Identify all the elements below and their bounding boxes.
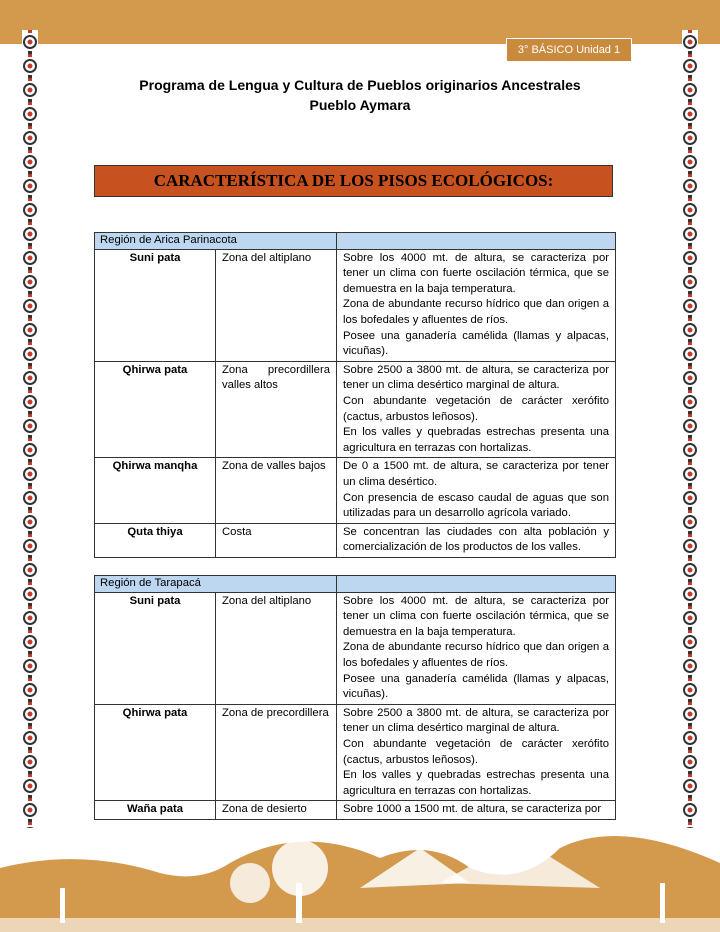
region-row	[95, 233, 616, 250]
program-title: Programa de Lengua y Cultura de Pueblos originarios Ancestrales	[139, 77, 581, 93]
floor-zone: Costa	[216, 523, 337, 557]
floor-name: Qhirwa pata	[95, 361, 216, 458]
table-row	[95, 361, 616, 458]
section-banner: CARACTERÍSTICA DE LOS PISOS ECOLÓGICOS:	[94, 165, 613, 197]
floor-zone: Zona del altiplano	[216, 249, 337, 361]
floor-name: Suni pata	[95, 249, 216, 361]
floor-description: Sobre 1000 a 1500 mt. de altura, se caracteriza por	[337, 801, 616, 820]
table-row	[95, 592, 616, 704]
region-label: Región de Arica Parinacota	[95, 233, 337, 250]
aymara-border-right	[682, 30, 698, 830]
floor-zone: Zona del altiplano	[216, 592, 337, 704]
table-tarapaca	[94, 575, 616, 820]
floor-name: Waña pata	[95, 801, 216, 820]
floor-name: Quta thiya	[95, 523, 216, 557]
region-row	[95, 576, 616, 593]
grade-badge: 3° BÁSICO Unidad 1	[506, 38, 632, 62]
floor-description: Sobre 2500 a 3800 mt. de altura, se caracteriza por tener un clima desértico marginal de altura. Con abundante vegetación de carácter xerófito (cactus, arbustos leñosos). En los valles y quebradas estrechas presenta una agricultura en terrazas con hortalizas.	[337, 704, 616, 801]
table-row	[95, 458, 616, 523]
floor-zone: Zona de valles bajos	[216, 458, 337, 523]
floor-description: Se concentran las ciudades con alta población y comercialización de los productos de los valles.	[337, 523, 616, 557]
floor-zone: Zona de desierto	[216, 801, 337, 820]
table-row	[95, 801, 616, 820]
table-row	[95, 523, 616, 557]
people-title: Pueblo Aymara	[309, 97, 411, 113]
floor-description: Sobre los 4000 mt. de altura, se caracteriza por tener un clima con fuerte oscilación térmica, que se demuestra en la baja temperatura. Zona de abundante recurso hídrico que dan origen a los bofedales y afluentes de ríos. Posee una ganadería camélida (llamas y alpacas, vicuñas).	[337, 592, 616, 704]
aymara-border-left	[22, 30, 38, 830]
floor-zone: Zona de precordillera	[216, 704, 337, 801]
floor-name: Qhirwa pata	[95, 704, 216, 801]
floor-zone: Zona precordillera valles altos	[216, 361, 337, 458]
landscape-footer-illustration	[0, 828, 720, 932]
table-row	[95, 249, 616, 361]
floor-description: Sobre los 4000 mt. de altura, se caracteriza por tener un clima con fuerte oscilación térmica, que se demuestra en la baja temperatura. Zona de abundante recurso hídrico que dan origen a los bofedales y afluentes de ríos. Posee una ganadería camélida (llamas y alpacas, vicuñas).	[337, 249, 616, 361]
floor-description: Sobre 2500 a 3800 mt. de altura, se caracteriza por tener un clima desértico marginal de altura. Con abundante vegetación de carácter xerófito (cactus, arbustos leñosos). En los valles y quebradas estrechas presenta una agricultura en terrazas con hortalizas.	[337, 361, 616, 458]
floor-name: Suni pata	[95, 592, 216, 704]
floor-name: Qhirwa manqha	[95, 458, 216, 523]
table-row	[95, 704, 616, 801]
floor-description: De 0 a 1500 mt. de altura, se caracteriza por tener un clima desértico. Con presencia de escaso caudal de aguas que son utilizadas para un desarrollo agrícola variado.	[337, 458, 616, 523]
table-arica	[94, 232, 616, 558]
region-label: Región de Tarapacá	[95, 576, 337, 593]
